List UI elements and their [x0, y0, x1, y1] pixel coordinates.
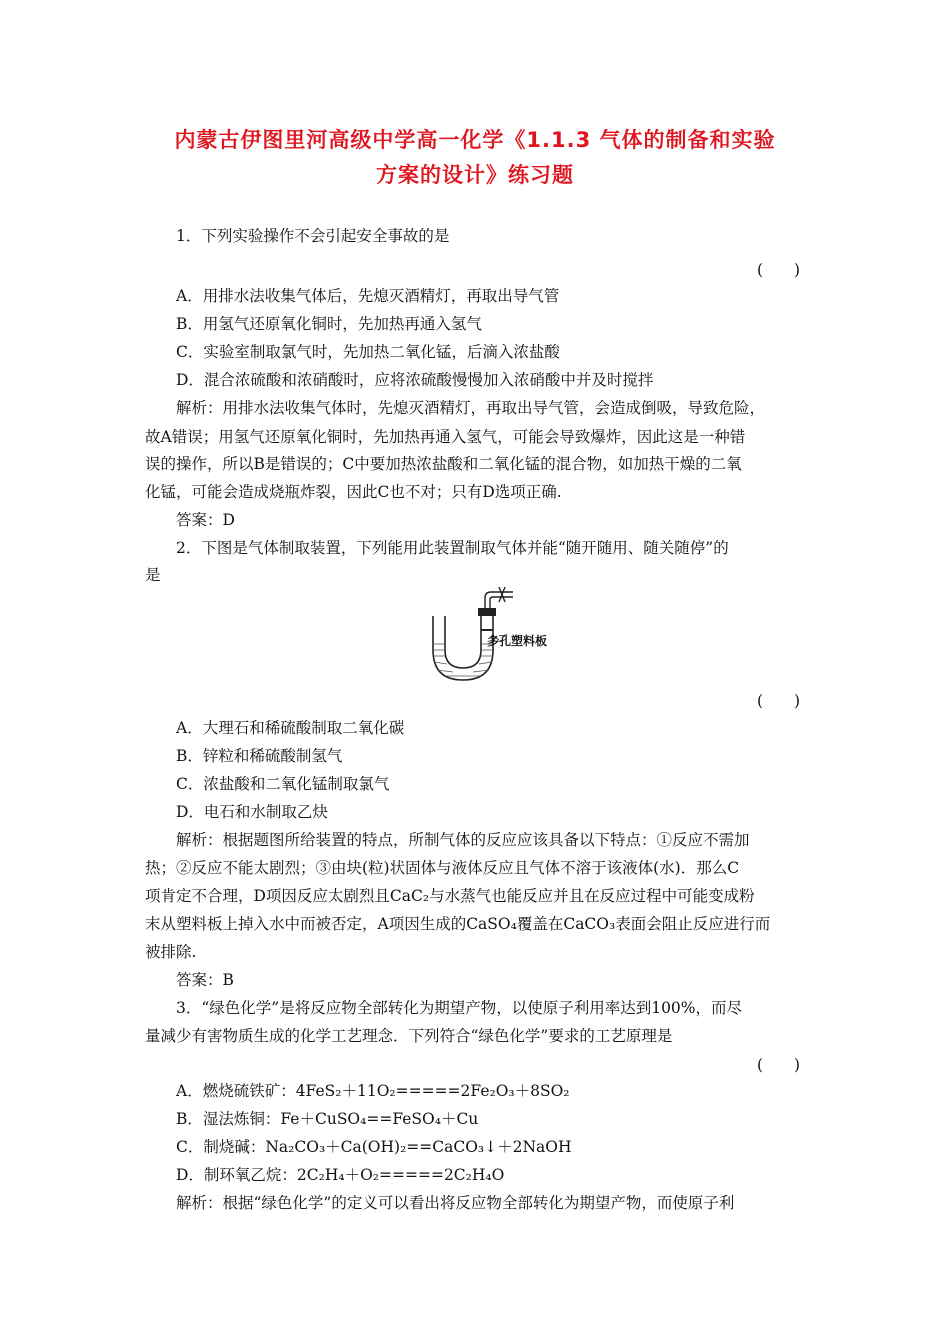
q3-stem-line-2: 量减少有害物质生成的化学工艺理念．下列符合“绿色化学”要求的工艺原理是 — [145, 1027, 673, 1045]
q2-option-d: D．电石和水制取乙炔 — [176, 803, 328, 821]
q1-analysis-line-3: 误的操作，所以B是错误的；C中要加热浓盐酸和二氧化锰的混合物，如加热干燥的二氧 — [145, 455, 742, 473]
q2-stem-line-1: 2．下图是气体制取装置，下列能用此装置制取气体并能“随开随用、随关随停”的 — [176, 539, 729, 557]
q2-option-b: B．锌粒和稀硫酸制氢气 — [176, 747, 343, 765]
q2-stem-line-2: 是 — [145, 566, 161, 584]
q2-option-c: C．浓盐酸和二氧化锰制取氯气 — [176, 775, 390, 793]
gas-apparatus-diagram — [425, 584, 565, 684]
q3-option-d: D．制环氧乙烷：2C₂H₄＋O₂=====2C₂H₄O — [176, 1166, 505, 1184]
q1-answer-paren: ( ) — [757, 261, 801, 279]
q3-stem-line-1: 3．“绿色化学”是将反应物全部转化为期望产物，以使原子利用率达到100%，而尽 — [176, 999, 743, 1017]
q1-option-b: B．用氢气还原氧化铜时，先加热再通入氢气 — [176, 315, 482, 333]
q2-answer-paren: ( ) — [757, 692, 801, 710]
q1-option-c: C．实验室制取氯气时，先加热二氧化锰，后滴入浓盐酸 — [176, 343, 560, 361]
q2-analysis-line-1: 解析：根据题图所给装置的特点，所制气体的反应应该具备以下特点：①反应不需加 — [176, 831, 750, 849]
q1-analysis-line-1: 解析：用排水法收集气体时，先熄灭酒精灯，再取出导气管，会造成倒吸，导致危险， — [176, 399, 766, 417]
porous-plate-label: 多孔塑料板 — [487, 634, 548, 648]
q3-answer-paren: ( ) — [757, 1056, 801, 1074]
q1-option-d: D．混合浓硫酸和浓硝酸时，应将浓硫酸慢慢加入浓硝酸中并及时搅拌 — [176, 371, 654, 389]
q3-option-b: B．湿法炼铜：Fe＋CuSO₄==FeSO₄＋Cu — [176, 1110, 479, 1128]
q2-answer: 答案：B — [176, 971, 234, 989]
q1-option-a: A．用排水法收集气体后，先熄灭酒精灯，再取出导气管 — [176, 287, 560, 305]
title-line-2: 方案的设计》练习题 — [376, 163, 574, 187]
q3-option-a: A．燃烧硫铁矿：4FeS₂＋11O₂=====2Fe₂O₃＋8SO₂ — [176, 1082, 570, 1100]
q2-analysis-line-2: 热；②反应不能太剧烈；③由块(粒)状固体与液体反应且气体不溶于该液体(水)．那么C — [145, 859, 740, 877]
q2-option-a: A．大理石和稀硫酸制取二氧化碳 — [176, 719, 405, 737]
q2-analysis-line-3: 项肯定不合理，D项因反应太剧烈且CaC₂与水蒸气也能反应并且在反应过程中可能变成粉 — [145, 887, 755, 905]
q3-option-c: C．制烧碱：Na₂CO₃＋Ca(OH)₂==CaCO₃↓＋2NaOH — [176, 1138, 572, 1156]
q1-stem: 1．下列实验操作不会引起安全事故的是 — [176, 227, 450, 245]
q2-analysis-line-5: 被排除. — [145, 943, 197, 961]
q1-analysis-line-2: 故A错误；用氢气还原氧化铜时，先加热再通入氢气，可能会导致爆炸，因此这是一种错 — [145, 428, 746, 446]
q3-analysis-line-1: 解析：根据“绿色化学”的定义可以看出将反应物全部转化为期望产物，而使原子利 — [176, 1194, 735, 1212]
q1-answer: 答案：D — [176, 511, 235, 529]
q2-analysis-line-4: 末从塑料板上掉入水中而被否定，A项因生成的CaSO₄覆盖在CaCO₃表面会阻止反应进行而 — [145, 915, 771, 933]
q1-analysis-line-4: 化锰，可能会造成烧瓶炸裂，因此C也不对；只有D选项正确. — [145, 483, 562, 501]
title-line-1: 内蒙古伊图里河高级中学高一化学《1.1.3 气体的制备和实验 — [174, 128, 776, 152]
